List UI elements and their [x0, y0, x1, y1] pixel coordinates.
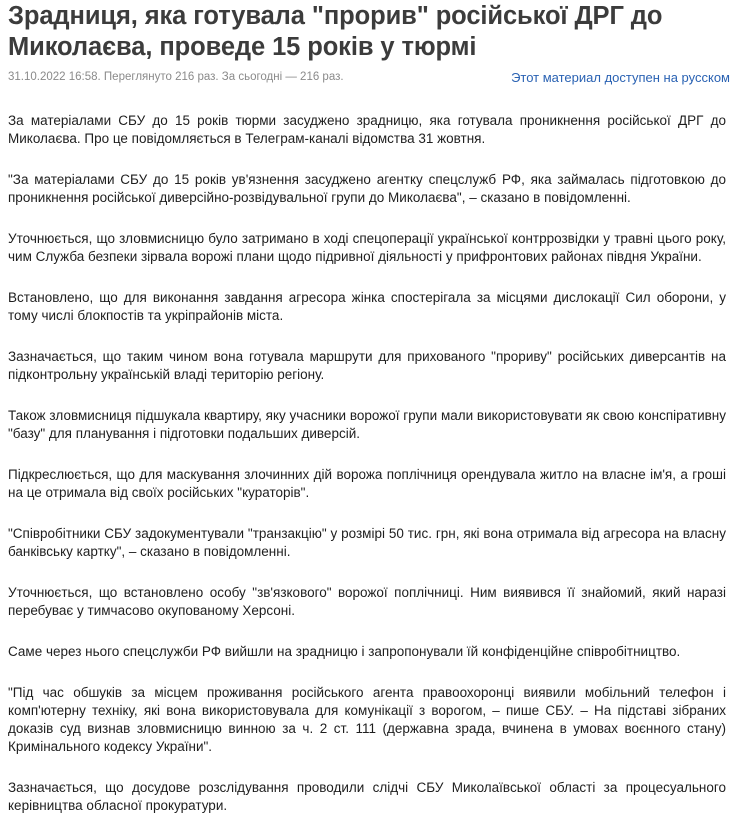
paragraph: Саме через нього спецслужби РФ вийшли на зрадницю і запропонували їй конфіденційне співробітництво.: [8, 644, 681, 659]
paragraph: "Співробітники СБУ задокументували "транзакцію" у розмірі 50 тис. грн, які вона отримала від агресора на власну банківську картку", – сказано в повідомленні.: [8, 526, 726, 559]
paragraph: "Під час обшуків за місцем проживання російського агента правоохоронці виявили мобільний телефон і комп'ютерну техніку, які вона використовувала для комунікації з ворогом, – пише СБУ. – На підставі зібраних доказів суд визнав зловмисницю винною за ч. 2 ст. 111 (державна зрада, вчинена в умовах воєнного стану) Кримінального кодексу України".: [8, 685, 726, 754]
meta-row: [8, 70, 730, 90]
article-meta: 31.10.2022 16:58. Переглянуто 216 раз. За сьогодні — 216 раз.: [8, 71, 344, 83]
paragraph: За матеріалами СБУ до 15 років тюрми засуджено зрадницю, яка готувала проникнення російської ДРГ до Миколаєва. Про це повідомляється в Телеграм-каналі відомства 31 жовтня.: [8, 113, 726, 146]
article: [8, 0, 730, 838]
paragraph: Уточнюється, що зловмисницю було затримано в ході спецоперації української контррозвідки у травні цього року, чим Служба безпеки зірвала ворожі плани щодо підривної діяльності у прифронтових районах півдня України.: [8, 231, 726, 264]
paragraph: Зазначається, що таким чином вона готувала маршрути для прихованого "прориву" російських диверсантів на підконтрольну українській владі територію регіону.: [8, 349, 726, 382]
paragraph: "За матеріалами СБУ до 15 років ув'язнення засуджено агентку спецслужб РФ, яка займалась підготовкою до проникнення російської диверсійно-розвідувальної групи до Миколаєва", – сказано в повідомленні.: [8, 172, 726, 205]
paragraph: Зазначається, що досудове розслідування проводили слідчі СБУ Миколаївської області за процесуального керівництва обласної прокуратури.: [8, 780, 726, 813]
paragraph: Встановлено, що для виконання завдання агресора жінка спостерігала за місцями дислокації Сил оборони, у тому числі блокпостів та укріпрайонів міста.: [8, 290, 726, 323]
paragraph: Також зловмисниця підшукала квартиру, яку учасники ворожої групи мали використовувати як свою конспіративну "базу" для планування і підготовки подальших диверсій.: [8, 408, 726, 441]
paragraph: Уточнюється, що встановлено особу "зв'язкового" ворожої поплічниці. Ним виявився її знайомий, який наразі перебуває у тимчасово окупованому Херсоні.: [8, 585, 726, 618]
article-body: [8, 112, 730, 815]
russian-version-link[interactable]: Этот материал доступен на русском: [511, 70, 730, 85]
article-title: Зрадниця, яка готувала "прорив" російської ДРГ до Миколаєва, проведе 15 років у тюрмі: [8, 2, 663, 61]
paragraph: Підкреслюється, що для маскування злочинних дій ворожа поплічниця орендувала житло на власне ім'я, а гроші на це отримала від своїх російських "кураторів".: [8, 467, 726, 500]
